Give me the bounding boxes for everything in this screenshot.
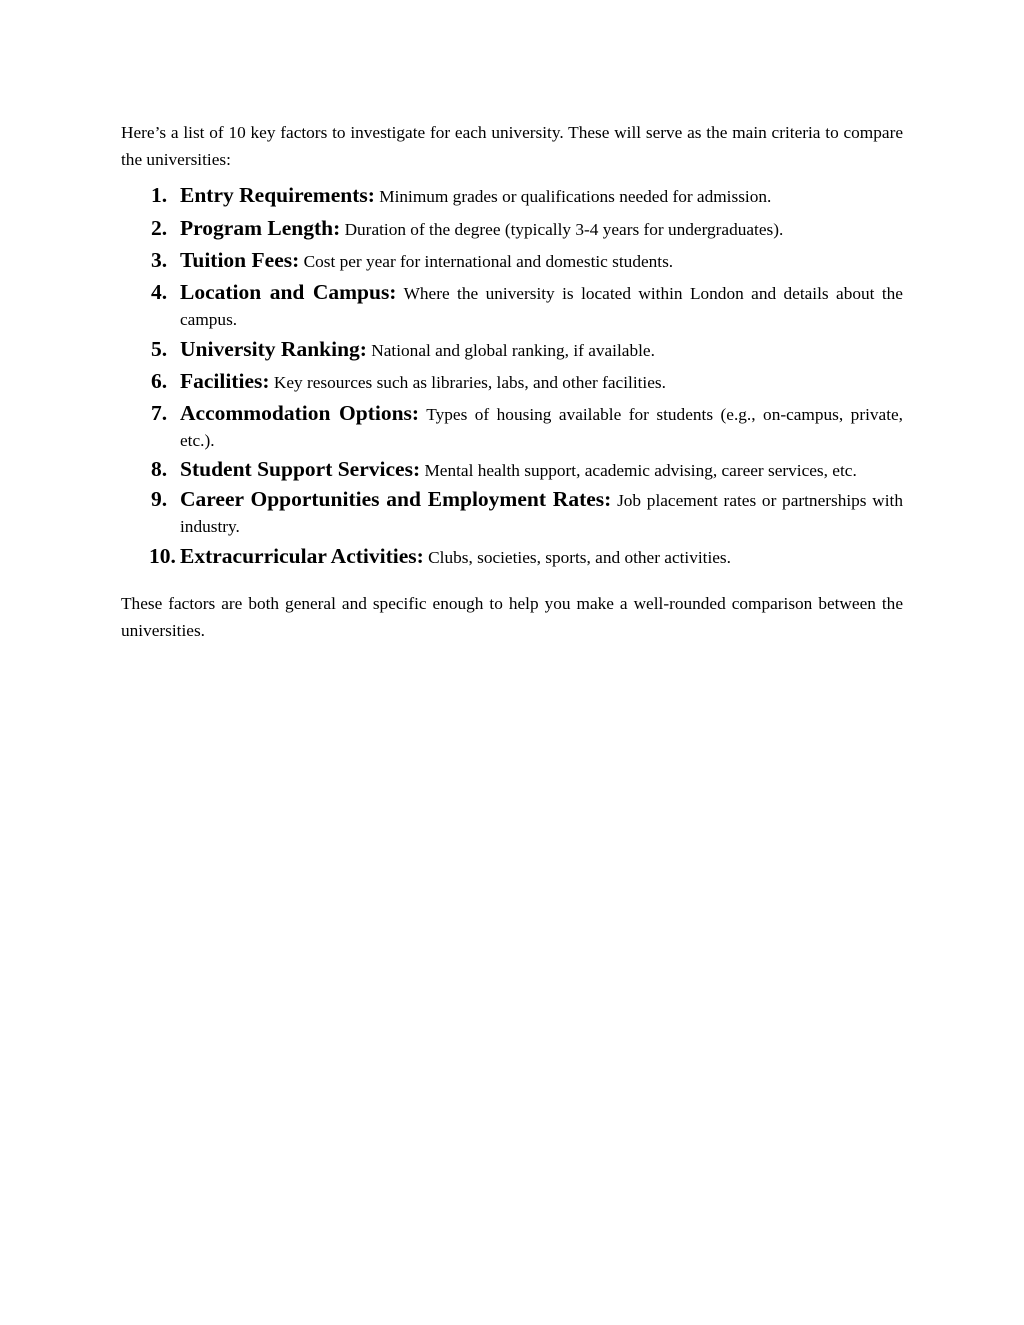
factor-description: Key resources such as libraries, labs, and other facilities. xyxy=(273,373,666,392)
factor-term: Program Length: xyxy=(180,215,341,240)
list-item xyxy=(121,181,903,212)
list-number: 7. xyxy=(151,400,168,425)
list-item xyxy=(121,542,903,573)
list-number: 1. xyxy=(151,183,168,207)
factor-term: Accommodation Options: xyxy=(180,400,420,425)
factor-description: Clubs, societies, sports, and other activities. xyxy=(428,547,731,567)
factor-description: Minimum grades or qualifications needed for admission. xyxy=(379,187,772,206)
list-number: 6. xyxy=(151,369,168,393)
factor-term: Facilities: xyxy=(180,369,270,393)
intro-paragraph: Here’s a list of 10 key factors to investigate for each university. These will serve as the main criteria to compare the universities: xyxy=(121,123,903,169)
list-number: 3. xyxy=(151,248,168,272)
list-item xyxy=(121,279,903,333)
list-item xyxy=(121,214,903,245)
list-item xyxy=(121,400,903,454)
factor-description: Mental health support, academic advising, career services, etc. xyxy=(424,460,857,480)
list-number: 4. xyxy=(151,279,168,304)
list-number: 2. xyxy=(151,215,168,240)
list-number: 5. xyxy=(151,336,168,361)
list-number: 9. xyxy=(151,486,168,511)
list-item xyxy=(121,367,903,398)
factor-term: Location and Campus: xyxy=(180,279,397,304)
factor-term: Entry Requirements: xyxy=(180,183,375,207)
factor-description: Where the university is located within London and details about the campus. xyxy=(180,283,903,329)
factor-term: Extracurricular Activities: xyxy=(180,543,424,568)
factor-term: Student Support Services: xyxy=(180,456,421,481)
list-item xyxy=(121,456,903,484)
list-item xyxy=(121,246,903,277)
factor-description: Cost per year for international and domestic students. xyxy=(303,252,674,271)
list-number: 10. xyxy=(149,543,176,568)
list-number: 8. xyxy=(151,456,168,481)
factor-description: National and global ranking, if available. xyxy=(371,340,655,360)
list-item xyxy=(121,486,903,540)
document-page xyxy=(121,119,903,644)
factor-description: Job placement rates or partnerships with industry. xyxy=(180,490,903,536)
list-item xyxy=(121,335,903,366)
factor-term: University Ranking: xyxy=(180,336,367,361)
factor-term: Tuition Fees: xyxy=(180,248,300,272)
closing-paragraph: These factors are both general and specific enough to help you make a well-rounded comparison between the universities. xyxy=(121,594,903,640)
factor-description: Types of housing available for students (e.g., on-campus, private, etc.). xyxy=(180,404,903,450)
factor-term: Career Opportunities and Employment Rates: xyxy=(180,486,612,511)
factors-list xyxy=(121,181,903,572)
factor-description: Duration of the degree (typically 3-4 years for undergraduates). xyxy=(344,219,784,239)
